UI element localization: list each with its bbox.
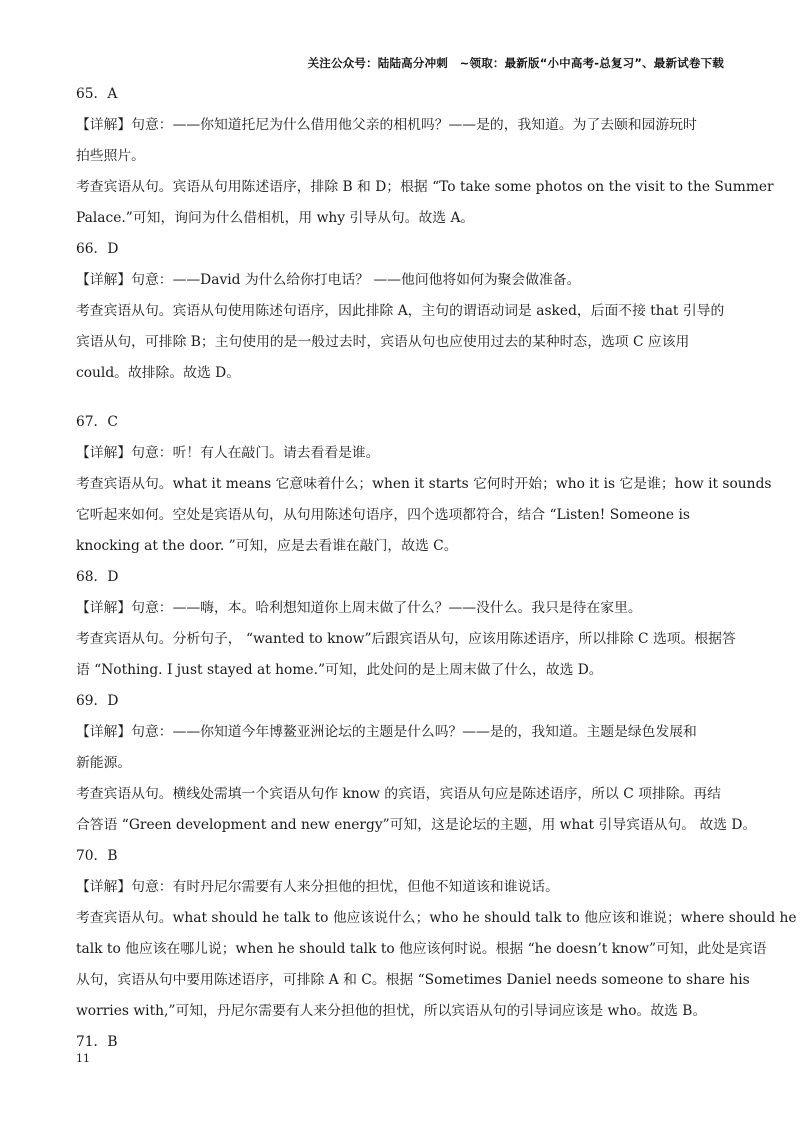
explanation-line: 【详解】句意：——你知道托尼为什么借用他父亲的相机吗？——是的，我知道。为了去颐和园游玩时 — [76, 117, 697, 133]
answer-heading-65: 65．A — [76, 86, 118, 102]
explanation-line: 它听起来如何。空处是宾语从句，从句用陈述句语序，四个选项都符合，结合 “Listen! Someone is — [76, 507, 690, 523]
explanation-line: 【详解】句意：听！有人在敲门。请去看看是谁。 — [76, 445, 380, 461]
answer-heading-71: 71．B — [76, 1034, 118, 1050]
explanation-line: 语 “Nothing. I just stayed at home.”可知，此处问的是上周末做了什么，故选 D。 — [76, 662, 603, 678]
explanation-line: 考查宾语从句。宾语从句用陈述语序，排除 B 和 D；根据 “To take some photos on the visit to the Summer — [76, 179, 774, 195]
answer-heading-70: 70．B — [76, 848, 118, 864]
answer-heading-66: 66．D — [76, 241, 119, 257]
page-number: 11 — [76, 1052, 90, 1065]
explanation-line: 【详解】句意：——David 为什么给你打电话？ ——他问他将如何为聚会做准备。 — [76, 272, 581, 288]
explanation-line: talk to 他应该在哪儿说；when he should talk to 他应该何时说。根据 “he doesn’t know”可知，此处是宾语 — [76, 941, 767, 957]
answer-heading-69: 69．D — [76, 693, 119, 709]
explanation-line: 合答语 “Green development and new energy”可知，这是论坛的主题，用 what 引导宾语从句。 故选 D。 — [76, 817, 757, 833]
explanation-line: Palace.”可知，询问为什么借相机，用 why 引导从句。故选 A。 — [76, 210, 475, 226]
explanation-line: knocking at the door. ”可知，应是去看谁在敲门，故选 C。 — [76, 538, 458, 554]
explanation-line: 【详解】句意：——嗨，本。哈利想知道你上周末做了什么？——没什么。我只是待在家里。 — [76, 600, 642, 616]
explanation-line: 【详解】句意：有时丹尼尔需要有人来分担他的担忧，但他不知道该和谁说话。 — [76, 879, 559, 895]
explanation-line: 考查宾语从句。what it means 它意味着什么；when it starts 它何时开始；who it is 它是谁；how it sounds — [76, 476, 772, 492]
explanation-line: worries with,”可知，丹尼尔需要有人来分担他的担忧，所以宾语从句的引导词应该是 who。故选 B。 — [76, 1003, 707, 1019]
answer-heading-67: 67．C — [76, 414, 118, 430]
explanation-line: 宾语从句，可排除 B；主句使用的是一般过去时，宾语从句也应使用过去的某种时态，选项 C 应该用 — [76, 334, 690, 350]
answer-heading-68: 68．D — [76, 569, 119, 585]
blank-spacer — [76, 389, 726, 407]
answer-explanations — [76, 79, 797, 1058]
explanation-line: 考查宾语从句。what should he talk to 他应该说什么；who he should talk to 他应该和谁说；where should he — [76, 910, 797, 926]
explanation-line: could。故排除。故选 D。 — [76, 365, 240, 381]
explanation-line: 考查宾语从句。宾语从句使用陈述句语序，因此排除 A，主句的谓语动词是 asked，后面不接 that 引导的 — [76, 303, 725, 319]
explanation-line: 【详解】句意：——你知道今年博鳌亚洲论坛的主题是什么吗？——是的，我知道。主题是绿色发展和 — [76, 724, 697, 740]
explanation-line: 从句，宾语从句中要用陈述语序，可排除 A 和 C。根据 “Sometimes Daniel needs someone to share his — [76, 972, 750, 988]
explanation-line: 拍些照片。 — [76, 148, 145, 164]
explanation-line: 考查宾语从句。分析句子， “wanted to know”后跟宾语从句，应该用陈述语序，所以排除 C 选项。根据答 — [76, 631, 736, 647]
explanation-line: 新能源。 — [76, 755, 132, 771]
page-header: 关注公众号：陆陆高分冲刺 ~领取：最新版“小中高考-总复习”、最新试卷下载 — [307, 56, 724, 70]
explanation-line: 考查宾语从句。横线处需填一个宾语从句作 know 的宾语，宾语从句应是陈述语序，所以 C 项排除。再结 — [76, 786, 721, 802]
